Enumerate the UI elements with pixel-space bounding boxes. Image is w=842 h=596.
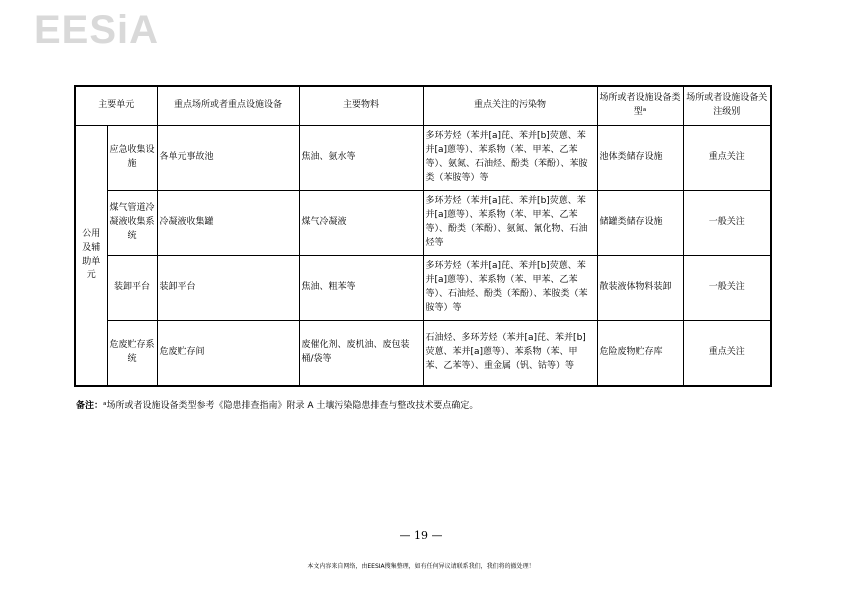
eesia-logo: EESiA (34, 8, 160, 52)
table-row (75, 256, 771, 321)
table-row (75, 126, 771, 191)
table-note (76, 398, 478, 411)
type-cell: 散装液体物料装卸 (597, 256, 683, 321)
material-cell: 焦油、粗苯等 (299, 256, 423, 321)
pollutants-cell: 石油烃、多环芳烃（苯并[a]芘、苯并[b]荧蒽、苯并[a]蒽等）、苯系物（苯、甲苯、乙苯等）、重金属（钒、钴等）等 (423, 321, 597, 387)
table-row (75, 321, 771, 387)
facility-cell: 各单元事故池 (157, 126, 299, 191)
pollutant-table (74, 85, 772, 387)
table-row (75, 191, 771, 256)
page-number: — 19 — (399, 529, 443, 542)
facility-cell: 装卸平台 (157, 256, 299, 321)
note-text: ᵃ场所或者设施设备类型参考《隐患排查指南》附录 A 土壤污染隐患排查与整改技术要点确定。 (103, 401, 479, 411)
header-facility: 重点场所或者重点设施设备 (157, 86, 299, 126)
pollutants-cell: 多环芳烃（苯并[a]芘、苯并[b]荧蒽、苯并[a]蒽等）、苯系物（苯、甲苯、乙苯等）、酚类（苯酚）、氨氮、氰化物、石油烃等 (423, 191, 597, 256)
facility-cell: 冷凝液收集罐 (157, 191, 299, 256)
unit-cell: 煤气管道冷凝液收集系统 (107, 191, 157, 256)
type-cell: 危险废物贮存库 (597, 321, 683, 387)
type-cell: 储罐类储存设施 (597, 191, 683, 256)
level-cell: 一般关注 (683, 191, 771, 256)
material-cell: 焦油、氨水等 (299, 126, 423, 191)
type-cell: 池体类储存设施 (597, 126, 683, 191)
table-header-row (75, 86, 771, 126)
header-level: 场所或者设施设备关注级别 (683, 86, 771, 126)
header-pollutants: 重点关注的污染物 (423, 86, 597, 126)
unit-cell: 装卸平台 (107, 256, 157, 321)
group-cell: 公用及辅助单元 (75, 126, 107, 387)
unit-cell: 危废贮存系统 (107, 321, 157, 387)
material-cell: 废催化剂、废机油、废包装桶/袋等 (299, 321, 423, 387)
header-type: 场所或者设施设备类型ᵃ (597, 86, 683, 126)
level-cell: 重点关注 (683, 321, 771, 387)
header-main-unit: 主要单元 (75, 86, 157, 126)
pollutants-cell: 多环芳烃（苯并[a]芘、苯并[b]荧蒽、苯并[a]蒽等）、苯系物（苯、甲苯、乙苯等）、石油烃、酚类（苯酚）、苯胺类（苯胺等）等 (423, 256, 597, 321)
footer-disclaimer: 本文内容来自网络，由EESIA搜集整理，如有任何异议请联系我们，我们将的撤处理！ (307, 563, 535, 570)
level-cell: 重点关注 (683, 126, 771, 191)
note-label: 备注： (76, 401, 104, 411)
material-cell: 煤气冷凝液 (299, 191, 423, 256)
level-cell: 一般关注 (683, 256, 771, 321)
header-material: 主要物料 (299, 86, 423, 126)
facility-cell: 危废贮存间 (157, 321, 299, 387)
pollutants-cell: 多环芳烃（苯并[a]芘、苯并[b]荧蒽、苯并[a]蒽等）、苯系物（苯、甲苯、乙苯等）、氨氮、石油烃、酚类（苯酚）、苯胺类（苯胺等）等 (423, 126, 597, 191)
unit-cell: 应急收集设施 (107, 126, 157, 191)
